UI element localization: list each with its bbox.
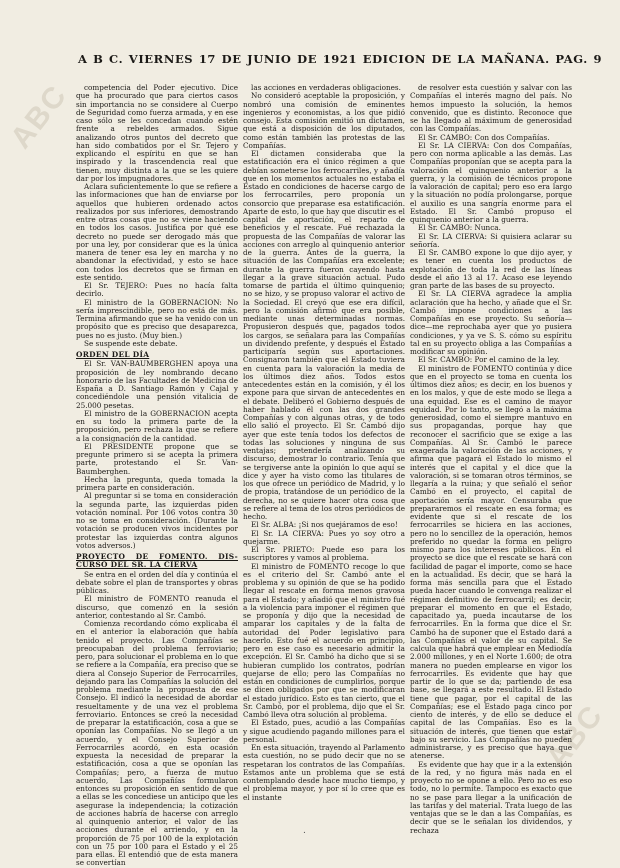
- paragraph: El Estado, pues, acudió a las Compañías y sigue acudiendo pagando millones para el personal.: [243, 718, 405, 744]
- paragraph: El ministro de FOMENTO reanuda el discurso, que comenzó en la sesión anterior, contestando al Sr. Cambó.: [76, 594, 238, 620]
- paragraph: Al preguntar si se toma en consideración la segunda parte, las izquierdas piden votación nominal. Por 106 votos contra 30 no se toma en consideración. (Durante la votación se producen vivos incidentes por protestar las izquierdas contra algunos votos adversos.): [76, 491, 238, 550]
- column-right: [410, 84, 572, 836]
- paragraph: de resolver esta cuestión y salvar con las Compañías el interés magno del país. No hemos impuesto la solución, la hemos convenido, que es distinto. Reconoce que se ha llegado al máximum de generosidad con las Compañías.: [410, 83, 572, 134]
- paragraph: Es evidente que hay que ir a la extensión de la red, y no figura más nada en el proyecto no se opone a ello. Pero no es eso todo, no lo permite. Tampoco es exacto que no se pase para llegar a la unificación de las tarifas y del material. Trata luego de las ventajas que se le dan a las Compañías, es decir que se le señalan los dividendos, y rechaza: [410, 759, 572, 835]
- paragraph: El Sr. LA CIERVA: Si quisiera aclarar su señoría.: [410, 231, 572, 249]
- paragraph: El Sr. CAMBO expone lo que dijo ayer, y es tener en cuenta los productos de explotación de toda la red de las líneas desde el año 13 al 17. Acaso ese leyendo gran parte de las bases de su proyecto.: [410, 248, 572, 290]
- paragraph: El Sr. PRIETO: Puede eso para los suscriptores y vamos al problema.: [243, 545, 405, 563]
- page-header: A B C. VIERNES 17 DE JUNIO DE 1921 EDICION DE LA MAÑANA. PAG. 9: [78, 52, 603, 66]
- section-heading: PROYECTO DE FOMENTO. DIS-CURSO DEL SR. LA CIERVA: [76, 552, 238, 570]
- paragraph: El Sr. CAMBO: Por el camino de la ley.: [418, 355, 560, 365]
- paragraph: El ministro de la GOBERNACION acepta en su todo la primera parte de la proposición, pero rechaza la que se refiere a la consignación de la cantidad.: [76, 408, 238, 443]
- watermark: ABC: [540, 698, 610, 775]
- paragraph: En esta situación, trayendo al Parlamento esta cuestión, no se pudo decir que no se respetaran los contratos de las Compañías. Estamos ante un problema que se está contemplando desde hace mucho tiempo, y el problema mayor, y por sí lo cree que es el instante: [243, 743, 405, 802]
- paragraph: Se suspende este debate.: [84, 338, 178, 348]
- paragraph: El Sr. LA CIERVA agradece la amplia aclaración que ha hecho, y añade que el Sr. Cambó impone condiciones a las Compañías en ese proyecto. Su señoría—dice—me reprochaba ayer que yo pusiera condiciones, y ya ve S. S. cómo su espíritu tal en su proyecto obliga a las Compañías a modificar su opinión.: [410, 289, 572, 356]
- paragraph: competencia del Poder ejecutivo. Dice que ha procurado que para ciertos casos sin importancia no se considere al Cuerpo de Seguridad como fuerza armada, y en ese caso sólo se les concedan cuando estén frente a rebeldes armados. Sigue analizando otros puntos del decreto que han sido combatidos por el Sr. Tejero y explicando el espíritu en que se han inspirado y la trascendencia real que tienen, muy distinta a la que se les quiere dar por los impugnadores.: [76, 83, 238, 183]
- paragraph: El Sr. CAMBO: Con dos Compañías.: [418, 132, 550, 142]
- paragraph: Se entra en el orden del día y continúa el debate sobre el plan de transportes y obras públicas.: [76, 569, 238, 595]
- paragraph: El Sr. CAMBO: Nunca.: [418, 223, 501, 233]
- paragraph: Hecha la pregunta, queda tomada la primera parte en consideración.: [76, 474, 238, 492]
- paragraph: Comienza recordando cómo explicaba él en el anterior la elaboración que había tenido el proyecto. Las Compañías se preocupaban del problema ferroviario; pero, para solucionar el problema en lo que se refiere a la Compañía, era preciso que se diera al Consejo Superior de Ferrocarriles, dejando para las Compañías la solución del problema mediante la propuesta de ese Consejo. El indicó la necesidad de abordar resueltamente y de una vez el problema ferroviario. Entonces se creó la necesidad de preparar la estatificación, cosa a que se oponían las Compañías. No se llegó a un acuerdo, y el Consejo Superior de Ferrocarriles acordó, en esta ocasión expuesta la necesidad de preparar la estatificación, cosa a que se oponían las Compañías; pero, a fuerza de mutuo acuerdo, Las Compañías formularon entonces su proposición en sentido de que a ellas se les concediese un anticipo que les asegurase la independencia; la cotización de acciones habría de hacerse con arreglo al quinquenio anterior, el valor de las acciones durante el arriendo, y en la proporción de 75 por 100 de la explotación con un 75 por 100 para el Estado y el 25 para ellas. El entendió que de esta manera se convertían: [76, 619, 238, 868]
- paragraph: El PRESIDENTE propone que se pregunte primero si se acepta la primera parte, protestando el Sr. Van-Baumberghen.: [76, 441, 238, 476]
- paragraph: No consideró aceptable la proposición, y nombró una comisión de eminentes ingenieros y economistas, a los que pidió consejo. Esta comisión emitió un dictamen, que está a disposición de los diputados, como están también las protestas de las Compañías.: [243, 91, 405, 150]
- paragraph: El ministro de FOMENTO continúa y dice que en el proyecto se toma en cuenta los últimos diez años; es decir, en los buenos y en los malos, y que de este modo se llega a una equidad. Ese es el camino de mayor equidad. Por lo tanto, se llegó a la máxima generosidad, como el siempre mantuvo en sus propagandas, porque hay que reconocer el sacrificio que se exige a las Compañías. Al Sr. Cambó le parece exagerada la valoración de las acciones, y afirma que pagará el Estado lo mismo el interés que el capital y el dice que la valoración, si se tomaran otros términos, se llegaría a la ruina; y que señaló el señor Cambó en el proyecto, el capital de aportación sería mayor. Censuraba que prepararemos el rescate en esa forma; es evidente que si el rescate de los ferrocarriles se hiciera en las acciones, pero no lo sencillez de la operación, hemos preferido no quedar la forma en peligro mismo para los intereses públicos. En el proyecto se dice que el rescate se hará con facilidad de pagar el importe, como se hace en la actualidad. Es decir, que se hará la forma más sencilla para que el Estado pueda hacer cuando le convenga realizar el régimen definitivo de ferrocarril; es decir, preparar el momento en que el Estado, capacitado ya, pueda incautarse de los ferrocarriles. En la forma que dice el Sr. Cambó ha de suponer que el Estado dará a las Compañías el valor de su capital. Se calcula que habrá que emplear en Mediodía 2.000 millones, y en el Norte 1.600; de otra manera no pueden emplearse en vigor los ferrocarriles. Es evidente que hay que partir de lo que se da; partiendo de esa base, se llegará a este resultado. El Estado tiene que pagar, por el capital de las Compañías; ese el Estado paga cinco por ciento de interés, y de ello se deduce el capital de las Compañías. Eso es la situación de interés, que tienen que estar bajo su servicio. Las Compañías no pueden administrarse, y es preciso que haya que atenerse.: [410, 363, 573, 761]
- footer-mark: .: [303, 826, 306, 836]
- paragraph: El ministro de FOMENTO recoge lo que es el criterio del Sr. Cambó ante el problema y su opinión de que se ha podido llegar al rescate en forma menos gravosa para el Estado; y añadió que el ministro fué a la violencia para imponer el régimen que se proponía y dijo que la necesidad de amparar los capitales y de la falta de autoridad del Poder legislativo para hacerlo. Esto fué el acuerdo en principio, pero en ese caso es necesario admitir la excepción. El Sr. Cambó ha dicho que si se hubieran cumplido los contratos, podrían quejarse de ello; pero las Compañías no están en condiciones de cumplirlos, porque se dicen obligados por que se modificaran el estado jurídico. Esto es tan cierto, que el Sr. Cambó, por el problema, dijo que el Sr. Cambó lleva otra solución al problema.: [243, 561, 405, 719]
- section-heading: ORDEN DEL DÍA: [76, 350, 150, 359]
- column-left: [76, 83, 238, 868]
- paragraph: El Sr. VAN-BAUMBERGHEN apoya una proposición de ley nombrando decano honorario de las Facultades de Medicina de España a D. Santiago Ramón y Cajal y concediéndole una pensión vitalicia de 25.000 pesetas.: [76, 359, 238, 410]
- paragraph: Aclara suficientemente lo que se refiere a las informaciones que han de enviarse por aquellos que hubieren ordenado actos realizados por sus inferiores, demostrando entre otras cosas que no se viene haciendo en todos los casos. Justifica por qué ese decreto no puede ser derogado más que por una ley, por considerar que es la única manera de tener esa ley en marcha y no abandonar la efectividad, y esto se hace con todos los decretos que se firman en este sentido.: [76, 182, 238, 282]
- paragraph: El Sr. TEJERO: Pues no hacía falta decirlo.: [76, 281, 238, 299]
- paragraph: las acciones en verdaderas obligaciones.: [251, 83, 401, 92]
- paragraph: El dictamen consideraba que la estatificación era el único régimen a que debían someterse los ferrocarriles, y añadía que en los momentos actuales no estaba el Estado en condiciones de hacerse cargo de los ferrocarriles, pero proponía un consorcio que preparase esa estatificación. Aparte de esto, lo que hay que discutir es el capital de aportación, el reparto de beneficios y el rescate. Fué rechazada la propuesta de las Compañías de valorar las acciones con arreglo al quinquenio anterior de la guerra. Antes de la guerra, la situación de las Compañías era excelente; durante la guerra fueron cayendo hasta llegar a la grave situación actual. Pudo tomarse de partida el último quinquenio; no se hizo, y se propuso valorar el activo de la Sociedad. El creyó que ese era difícil, pero la comisión afirmó que era posible, mediante unas determinadas normas. Propusieron después que, pagados todos los cargos, se señalara para las Compañías un dividendo prefente, y después el Estado participaría según sus aportaciones. Consignaron también que el Estado tuviera en cuenta para la valoración la media de los últimos diez años. Todos estos antecedentes están en la comisión, y él los expone para que sirvan de antecedentes en el debate. Deliberó el Gobierno después de haber hablado él con las dos grandes Compañías y con algunas otras, y de todo ello salió el proyecto. El Sr. Cambó dijo ayer que este tenía todos los defectos de todas las soluciones y ninguna de sus ventajas; pretendería analizando su discurso, demostrar lo contrario. Tenía que se tergiverse ante la opinión lo que aquí se dice y ayer ha visto como las titulares de los que ofrece un periódico de Madrid, y lo de propia, tratándose de un periódico de la derecha, no se quiere hacer otra cosa que se refiere al tema de los otros periódicos de hecho.: [243, 149, 405, 521]
- paragraph: El Sr. ALBA: ¡Si nos quejáramos de eso!: [251, 520, 398, 530]
- column-middle: [243, 84, 405, 836]
- paragraph: El ministro de la GOBERNACION: No sería imprescindible, pero no está de más. Termina afirmando que se ha venido con un propósito que es preciso que desaparezca, pues no es justo. (Muy bien.): [76, 297, 238, 340]
- paragraph: El Sr. LA CIERVA: Pues yo soy otro a quejarme.: [243, 528, 405, 546]
- watermark: ABC: [4, 78, 74, 155]
- article-columns: [76, 83, 576, 868]
- paragraph: El Sr. LA CIERVA: Con dos Compañías, pero con norma aplicable a las demás. Las Compañías proponían que se acepta para la valoración el quinquenio anterior a la guerra, y la comisión de técnicos propone la valoración de capital; pero eso era largo y la situación no podía prolongarse, porque el auxilio es una sangría enorme para el Estado. El Sr. Cambó propuso el quinquenio anterior a la guerra.: [410, 140, 572, 224]
